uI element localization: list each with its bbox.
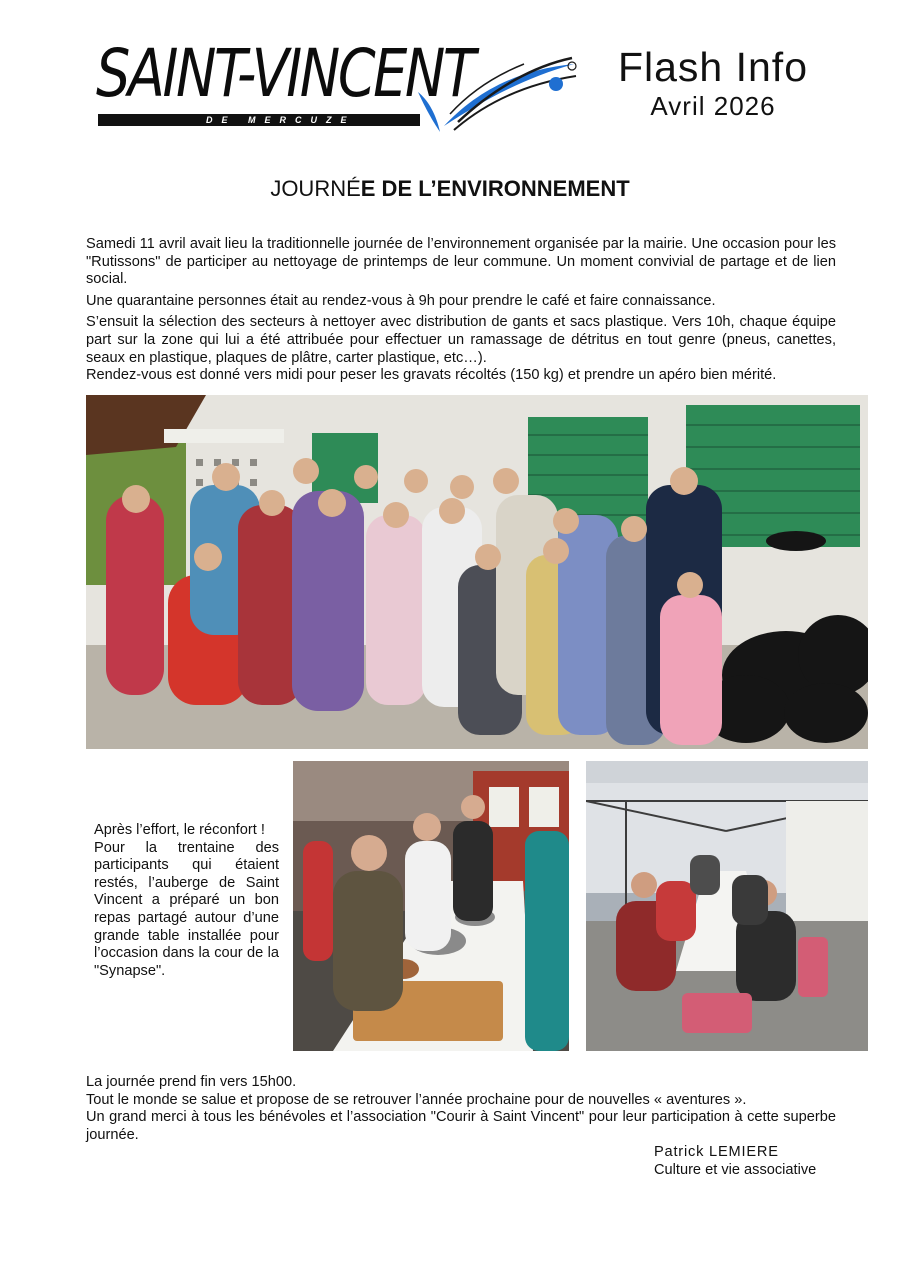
- intro-paragraph: Une quarantaine personnes était au rendez-vous à 9h pour prendre le café et faire connaissance.: [86, 292, 716, 309]
- flash-info-heading: [612, 42, 814, 120]
- meal-caption: [94, 822, 279, 980]
- group-photo: [86, 395, 868, 749]
- title-rest: E DE L’ENVIRONNEMENT: [360, 176, 630, 201]
- intro-paragraph: Samedi 11 avril avait lieu la traditionnelle journée de l’environnement organisée par la mairie. Une occasion pour les "Rutissons" de participer au nettoyage de printemps de leur commune. Un moment convivial de partage et de lien social.: [86, 236, 836, 288]
- logo-wordmark: SAINT-VINCENT: [96, 35, 474, 112]
- closing-text: [86, 1074, 836, 1144]
- intro-text: [86, 236, 836, 389]
- meal-caption-body: Pour la trentaine des participants qui étaient restés, l’auberge de Saint Vincent a préparé un bon repas partagé autour d’une grande table installée pour l’occasion dans la cour de la "Synapse".: [94, 839, 279, 979]
- closing-line: Tout le monde se salue et propose de se retrouver l’année prochaine pour de nouvelles « aventures ».: [86, 1091, 747, 1108]
- signature-name: Patrick LEMIERE: [654, 1144, 779, 1160]
- logo-swoosh-icon: [414, 34, 580, 134]
- intro-paragraph: Rendez-vous est donné vers midi pour peser les gravats récoltés (150 kg) et prendre un apéro bien mérité.: [86, 367, 777, 384]
- logo-subtitle: DE MERCUZE: [206, 115, 356, 125]
- logo: [96, 34, 580, 134]
- tent-photo: [586, 761, 868, 1051]
- intro-paragraph: S’ensuit la sélection des secteurs à nettoyer avec distribution de gants et sacs plastique. Vers 10h, chaque équipe part sur la zone qui lui a été attribuée pour effectuer un ramassage de détritus en tout genre (pneus, canettes, seaux en plastique, plaques de plâtre, carter plastique, etc…).: [86, 314, 836, 366]
- meal-photo: [293, 761, 569, 1051]
- meal-caption-heading: Après l’effort, le réconfort !: [94, 822, 265, 838]
- page-title: [0, 174, 900, 204]
- closing-line: Un grand merci à tous les bénévoles et l’association "Courir à Saint Vincent" pour leur participation à cette superbe journée.: [86, 1109, 836, 1143]
- title-prefix: JOURNÉ: [270, 176, 361, 201]
- closing-line: La journée prend fin vers 15h00.: [86, 1074, 297, 1090]
- issue-date: Avril 2026: [650, 91, 776, 121]
- signature-role: Culture et vie associative: [654, 1161, 817, 1178]
- publication-title: Flash Info: [617, 44, 809, 90]
- signature: [654, 1144, 816, 1179]
